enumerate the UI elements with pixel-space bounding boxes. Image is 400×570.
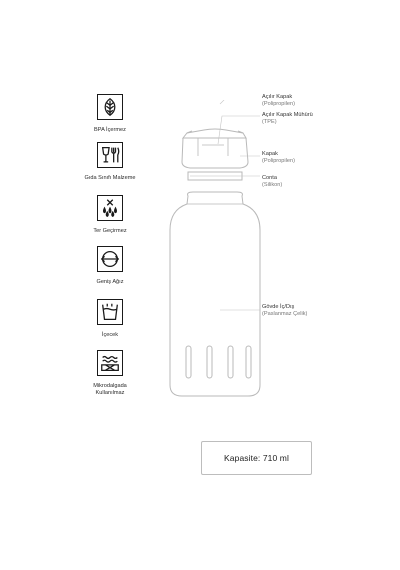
feature-label: Ter Geçirmez <box>93 228 127 234</box>
window-slot <box>207 346 212 378</box>
capacity-box: Kapasite: 710 ml <box>201 441 312 475</box>
feature-label: İçecek <box>101 332 119 338</box>
callout-body <box>262 304 307 318</box>
part-name: Açılır Kapak Mühürü <box>262 112 313 118</box>
callout-cap <box>262 151 295 165</box>
feature-no-microwave <box>88 350 132 396</box>
part-name: Conta <box>262 175 277 181</box>
callout-gasket <box>262 175 282 189</box>
part-name: Açılır Kapak <box>262 94 293 100</box>
part-material: (Polipropilen) <box>262 101 295 107</box>
window-slot <box>228 346 233 378</box>
part-material: (Paslanmaz Çelik) <box>262 311 308 317</box>
callout-flip-lid-seal <box>262 112 313 126</box>
microwave-icon <box>97 350 123 376</box>
part-material: (Silikon) <box>262 182 283 188</box>
leaf-icon <box>97 94 123 120</box>
drops-icon <box>97 195 123 221</box>
feature-food-grade <box>84 142 136 181</box>
feature-wide-mouth <box>88 246 132 285</box>
part-material: (TPE) <box>262 119 277 125</box>
part-name: Gövde İç/Dış <box>262 304 295 310</box>
wide-mouth-icon <box>97 246 123 272</box>
cap-body <box>182 138 248 168</box>
window-slot <box>246 346 251 378</box>
feature-label: Geniş Ağız <box>96 279 124 285</box>
feature-bpa-free <box>88 94 132 133</box>
bottle-illustration <box>160 100 270 400</box>
window-slot <box>186 346 191 378</box>
flip-lid <box>183 129 246 138</box>
callout-flip-lid <box>262 94 295 108</box>
cup-icon <box>97 299 123 325</box>
part-name: Kapak <box>262 151 278 157</box>
feature-label: Gıda Sınıfı Malzeme <box>84 175 136 181</box>
part-material: (Polipropilen) <box>262 158 295 164</box>
feature-beverage <box>88 299 132 338</box>
feature-label: Mikrodalgada Kullanılmaz <box>93 383 127 396</box>
feature-sweat-proof <box>88 195 132 234</box>
leader-line <box>220 100 260 104</box>
glass-fork-knife-icon <box>97 142 123 168</box>
feature-label: BPA İçermez <box>94 127 126 133</box>
